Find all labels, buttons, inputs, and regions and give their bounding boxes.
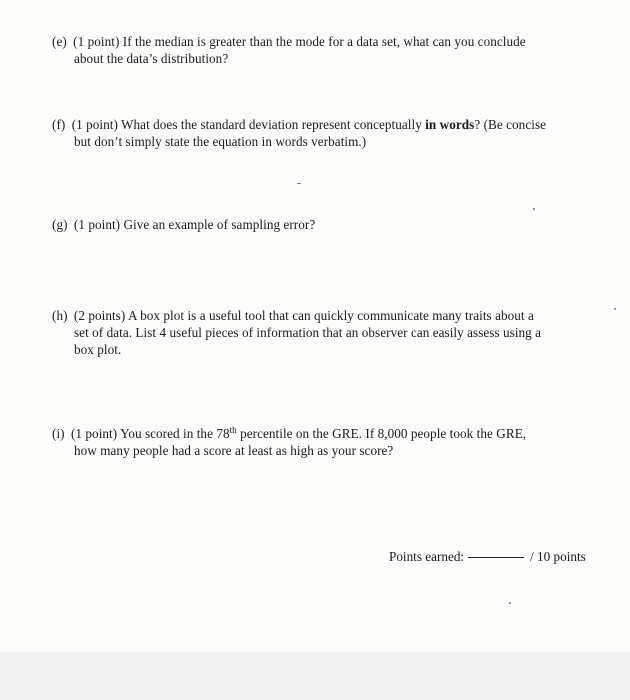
question-text: A box plot is a useful tool that can quickly communicate many traits about a — [127, 308, 534, 323]
points-earned-label: Points earned: — [389, 549, 465, 564]
question-text: What does the standard deviation represent conceptually — [121, 117, 426, 132]
emphasis-text: in words — [425, 117, 475, 132]
question-text: Give an example of sampling error? — [123, 217, 316, 232]
question-text-continued: about the data’s distribution? — [74, 51, 229, 66]
question-label: (h) — [52, 308, 68, 323]
question-text: If the median is greater than the mode for a data set, what can you conclude — [122, 34, 526, 49]
question-i — [52, 425, 604, 459]
question-points: (1 point) — [70, 426, 118, 441]
ordinal-superscript: th — [229, 425, 237, 435]
paper-speck — [614, 308, 616, 310]
points-total-label: / 10 points — [530, 549, 586, 564]
question-text-continued: but don’t simply state the equation in words verbatim.) — [74, 134, 367, 149]
question-points: (1 point) — [73, 217, 121, 232]
question-h — [52, 307, 604, 358]
question-text-continued: how many people had a score at least as high as your score? — [74, 443, 394, 458]
scan-bottom-margin — [0, 652, 630, 700]
question-f — [52, 116, 604, 150]
question-text-continued: set of data. List 4 useful pieces of information that an observer can easily assess using a — [74, 325, 542, 340]
score-blank[interactable] — [468, 556, 524, 558]
question-text: You scored in the 78 — [120, 426, 230, 441]
question-points: (1 point) — [71, 117, 118, 132]
question-label: (i) — [52, 426, 65, 441]
question-label: (f) — [52, 117, 66, 132]
paper-speck — [509, 602, 511, 604]
question-text-tail: ? (Be concise — [474, 117, 547, 132]
question-label: (g) — [52, 217, 68, 232]
question-points: (2 points) — [73, 308, 126, 323]
question-points: (1 point) — [73, 34, 120, 49]
question-text-tail: percentile on the GRE. If 8,000 people took the GRE, — [236, 426, 527, 441]
question-e — [52, 33, 604, 67]
points-earned-line — [389, 549, 586, 565]
question-text-continued: box plot. — [74, 342, 122, 357]
question-label: (e) — [52, 34, 67, 49]
paper-speck — [533, 208, 535, 210]
question-g — [52, 216, 604, 233]
paper-speck — [297, 183, 301, 184]
